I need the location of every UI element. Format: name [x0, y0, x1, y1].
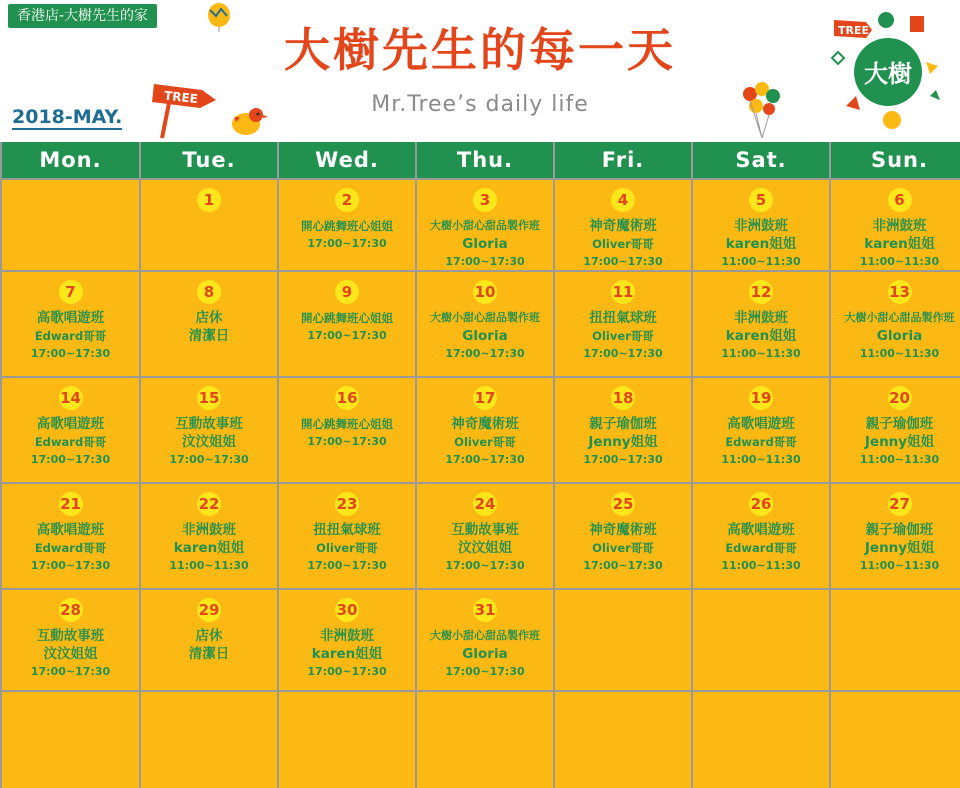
date-number: 1 [197, 188, 221, 212]
class-teacher: Gloria [876, 328, 923, 344]
class-time: 11:00~11:30 [859, 453, 940, 466]
date-number: 17 [473, 386, 497, 410]
calendar-day-cell [831, 180, 960, 270]
class-name: 高歌唱遊班 [36, 416, 105, 432]
class-teacher: 汶汶姐姐 [458, 540, 512, 556]
date-number: 12 [749, 280, 773, 304]
class-time: 17:00~17:30 [445, 453, 525, 466]
calendar-day-cell [417, 590, 553, 690]
class-time: 17:00~17:30 [583, 559, 663, 572]
calendar-day-cell [279, 692, 415, 788]
calendar-day-cell [2, 692, 139, 788]
calendar-day-cell [555, 590, 691, 690]
class-teacher: Oliver哥哥 [592, 541, 654, 555]
calendar-day-cell [831, 272, 960, 376]
date-number: 30 [335, 598, 359, 622]
class-name: 高歌唱遊班 [727, 416, 795, 432]
calendar-day-cell [417, 692, 553, 788]
date-number: 22 [197, 492, 221, 516]
class-name: 高歌唱遊班 [727, 522, 795, 538]
date-number: 25 [611, 492, 635, 516]
class-note: 清潔日 [188, 328, 230, 344]
class-name: 親子瑜伽班 [865, 522, 934, 538]
class-teacher: Edward哥哥 [34, 435, 107, 449]
class-name: 開心跳舞班心姐姐 [301, 311, 393, 325]
calendar-grid [0, 142, 960, 788]
class-time: 17:00~17:30 [445, 665, 525, 678]
calendar-day-cell [279, 484, 415, 588]
month-label: 2018-MAY. [12, 106, 123, 128]
calendar-day-cell [2, 590, 139, 690]
class-teacher: 汶汶姐姐 [182, 434, 236, 450]
class-time: 11:00~11:30 [721, 347, 801, 360]
calendar-day-cell [831, 484, 960, 588]
class-time: 17:00~17:30 [445, 559, 525, 572]
page-title: 大樹先生的每一天 [284, 23, 676, 77]
day-header-tue: Tue. [141, 142, 277, 178]
class-time: 17:00~17:30 [583, 453, 663, 466]
calendar-day-cell [417, 272, 553, 376]
date-number: 24 [473, 492, 497, 516]
day-header-mon: Mon. [2, 142, 139, 178]
class-name: 神奇魔術班 [589, 218, 657, 234]
dashu-logo-icon [826, 6, 946, 132]
class-teacher: Edward哥哥 [34, 541, 107, 555]
date-number: 23 [335, 492, 359, 516]
class-name: 非洲鼓班 [734, 310, 788, 326]
day-header-thu: Thu. [417, 142, 553, 178]
class-name: 扭扭氣球班 [589, 310, 657, 326]
class-time: 17:00~17:30 [307, 665, 387, 678]
calendar-day-cell [141, 692, 277, 788]
class-teacher: Jenny姐姐 [588, 434, 658, 450]
class-teacher: karen姐姐 [173, 540, 245, 556]
calendar-day-cell [555, 484, 691, 588]
date-number: 6 [888, 188, 912, 212]
class-name: 互動故事班 [451, 522, 519, 538]
calendar-day-cell [279, 272, 415, 376]
class-name: 互動故事班 [175, 416, 243, 432]
calendar-day-cell [693, 484, 829, 588]
class-name: 互動故事班 [36, 628, 105, 644]
class-teacher: Jenny姐姐 [864, 540, 935, 556]
calendar-day-cell [831, 590, 960, 690]
class-time: 11:00~11:30 [721, 255, 801, 268]
calendar-day-cell [2, 272, 139, 376]
calendar-day-cell [141, 378, 277, 482]
class-name: 大樹小甜心甜品製作班 [430, 219, 540, 232]
class-name: 大樹小甜心甜品製作班 [430, 311, 540, 324]
date-number: 2 [335, 188, 359, 212]
class-time: 17:00~17:30 [583, 255, 663, 268]
calendar-day-cell [693, 272, 829, 376]
date-number: 15 [197, 386, 221, 410]
class-name: 神奇魔術班 [589, 522, 657, 538]
class-name: 非洲鼓班 [872, 218, 927, 234]
class-name: 高歌唱遊班 [36, 522, 105, 538]
date-number: 21 [59, 492, 83, 516]
class-name: 開心跳舞班心姐姐 [301, 219, 393, 233]
calendar-day-cell [141, 272, 277, 376]
calendar-day-cell [693, 590, 829, 690]
class-time: 11:00~11:30 [721, 559, 801, 572]
class-time: 17:00~17:30 [30, 559, 111, 572]
class-time: 17:00~17:30 [307, 237, 387, 250]
class-time: 11:00~11:30 [859, 255, 940, 268]
date-number: 20 [888, 386, 912, 410]
date-number: 11 [611, 280, 635, 304]
class-teacher: karen姐姐 [725, 236, 797, 252]
date-number: 26 [749, 492, 773, 516]
calendar-day-cell [141, 180, 277, 270]
calendar-day-cell [693, 692, 829, 788]
class-time: 17:00~17:30 [445, 255, 525, 268]
calendar-day-cell [555, 272, 691, 376]
calendar-day-cell [831, 378, 960, 482]
calendar-header [0, 0, 960, 142]
class-teacher: Oliver哥哥 [316, 541, 378, 555]
class-name: 親子瑜伽班 [589, 416, 657, 432]
calendar-day-cell [2, 378, 139, 482]
calendar-day-cell [693, 378, 829, 482]
date-number: 27 [888, 492, 912, 516]
class-teacher: Gloria [462, 646, 508, 662]
calendar-day-cell [279, 378, 415, 482]
class-teacher: Gloria [462, 236, 508, 252]
svg-text:TREE: TREE [838, 24, 870, 37]
class-teacher: Jenny姐姐 [864, 434, 935, 450]
calendar-day-cell [279, 180, 415, 270]
class-time: 17:00~17:30 [30, 453, 111, 466]
class-time: 17:00~17:30 [30, 347, 111, 360]
calendar-day-cell [693, 180, 829, 270]
date-number: 14 [59, 386, 83, 410]
calendar-day-cell [555, 180, 691, 270]
store-tag: 香港店-大樹先生的家 [8, 4, 157, 28]
class-note: 清潔日 [188, 646, 230, 662]
date-number: 8 [197, 280, 221, 304]
class-name: 扭扭氣球班 [313, 522, 381, 538]
calendar-day-cell [555, 692, 691, 788]
class-time: 11:00~11:30 [859, 559, 940, 572]
class-teacher: Edward哥哥 [34, 329, 107, 343]
class-teacher: karen姐姐 [311, 646, 383, 662]
date-number: 29 [197, 598, 221, 622]
class-name: 大樹小甜心甜品製作班 [430, 629, 540, 642]
day-header-sat: Sat. [693, 142, 829, 178]
date-number: 4 [611, 188, 635, 212]
date-number: 31 [473, 598, 497, 622]
tree-sign-icon [148, 70, 218, 140]
class-name: 店休 [195, 310, 223, 326]
class-time: 17:00~17:30 [583, 347, 663, 360]
class-name: 非洲鼓班 [734, 218, 788, 234]
class-time: 17:00~17:30 [307, 435, 387, 448]
class-name: 神奇魔術班 [451, 416, 519, 432]
class-teacher: Edward哥哥 [725, 541, 797, 555]
class-teacher: karen姐姐 [725, 328, 797, 344]
class-teacher: Oliver哥哥 [592, 237, 654, 251]
class-name: 高歌唱遊班 [36, 310, 105, 326]
class-name: 店休 [195, 628, 223, 644]
class-time: 17:00~17:30 [30, 665, 111, 678]
calendar-day-cell [417, 484, 553, 588]
day-header-wed: Wed. [279, 142, 415, 178]
class-time: 11:00~11:30 [169, 559, 249, 572]
class-name: 開心跳舞班心姐姐 [301, 417, 393, 431]
date-number: 7 [59, 280, 83, 304]
class-teacher: Edward哥哥 [725, 435, 797, 449]
date-number: 5 [749, 188, 773, 212]
class-time: 11:00~11:30 [721, 453, 801, 466]
class-teacher: Oliver哥哥 [592, 329, 654, 343]
balloons-icon [738, 80, 784, 140]
calendar-day-cell [831, 692, 960, 788]
class-teacher: 汶汶姐姐 [43, 646, 98, 662]
class-time: 17:00~17:30 [445, 347, 525, 360]
date-number: 13 [888, 280, 912, 304]
class-teacher: karen姐姐 [864, 236, 935, 252]
class-time: 17:00~17:30 [307, 329, 387, 342]
class-time: 17:00~17:30 [307, 559, 387, 572]
bird-icon [228, 102, 268, 138]
class-time: 17:00~17:30 [169, 453, 249, 466]
calendar-day-cell [2, 180, 139, 270]
date-number: 3 [473, 188, 497, 212]
class-name: 非洲鼓班 [320, 628, 374, 644]
date-number: 28 [59, 598, 83, 622]
class-name: 大樹小甜心甜品製作班 [844, 311, 955, 324]
date-number: 19 [749, 386, 773, 410]
class-name: 非洲鼓班 [182, 522, 236, 538]
date-number: 10 [473, 280, 497, 304]
page-subtitle: Mr.Tree’s daily life [371, 92, 589, 117]
calendar-day-cell [2, 484, 139, 588]
calendar-day-cell [417, 180, 553, 270]
class-teacher: Oliver哥哥 [454, 435, 516, 449]
calendar-day-cell [555, 378, 691, 482]
day-header-sun: Sun. [831, 142, 960, 178]
calendar-day-cell [141, 484, 277, 588]
svg-text:大樹: 大樹 [864, 60, 912, 88]
date-number: 18 [611, 386, 635, 410]
calendar-day-cell [417, 378, 553, 482]
date-number: 9 [335, 280, 359, 304]
class-teacher: Gloria [462, 328, 508, 344]
class-name: 親子瑜伽班 [865, 416, 934, 432]
calendar-day-cell [279, 590, 415, 690]
class-time: 11:00~11:30 [859, 347, 940, 360]
day-header-fri: Fri. [555, 142, 691, 178]
calendar-day-cell [141, 590, 277, 690]
date-number: 16 [335, 386, 359, 410]
svg-text:TREE: TREE [163, 88, 199, 107]
